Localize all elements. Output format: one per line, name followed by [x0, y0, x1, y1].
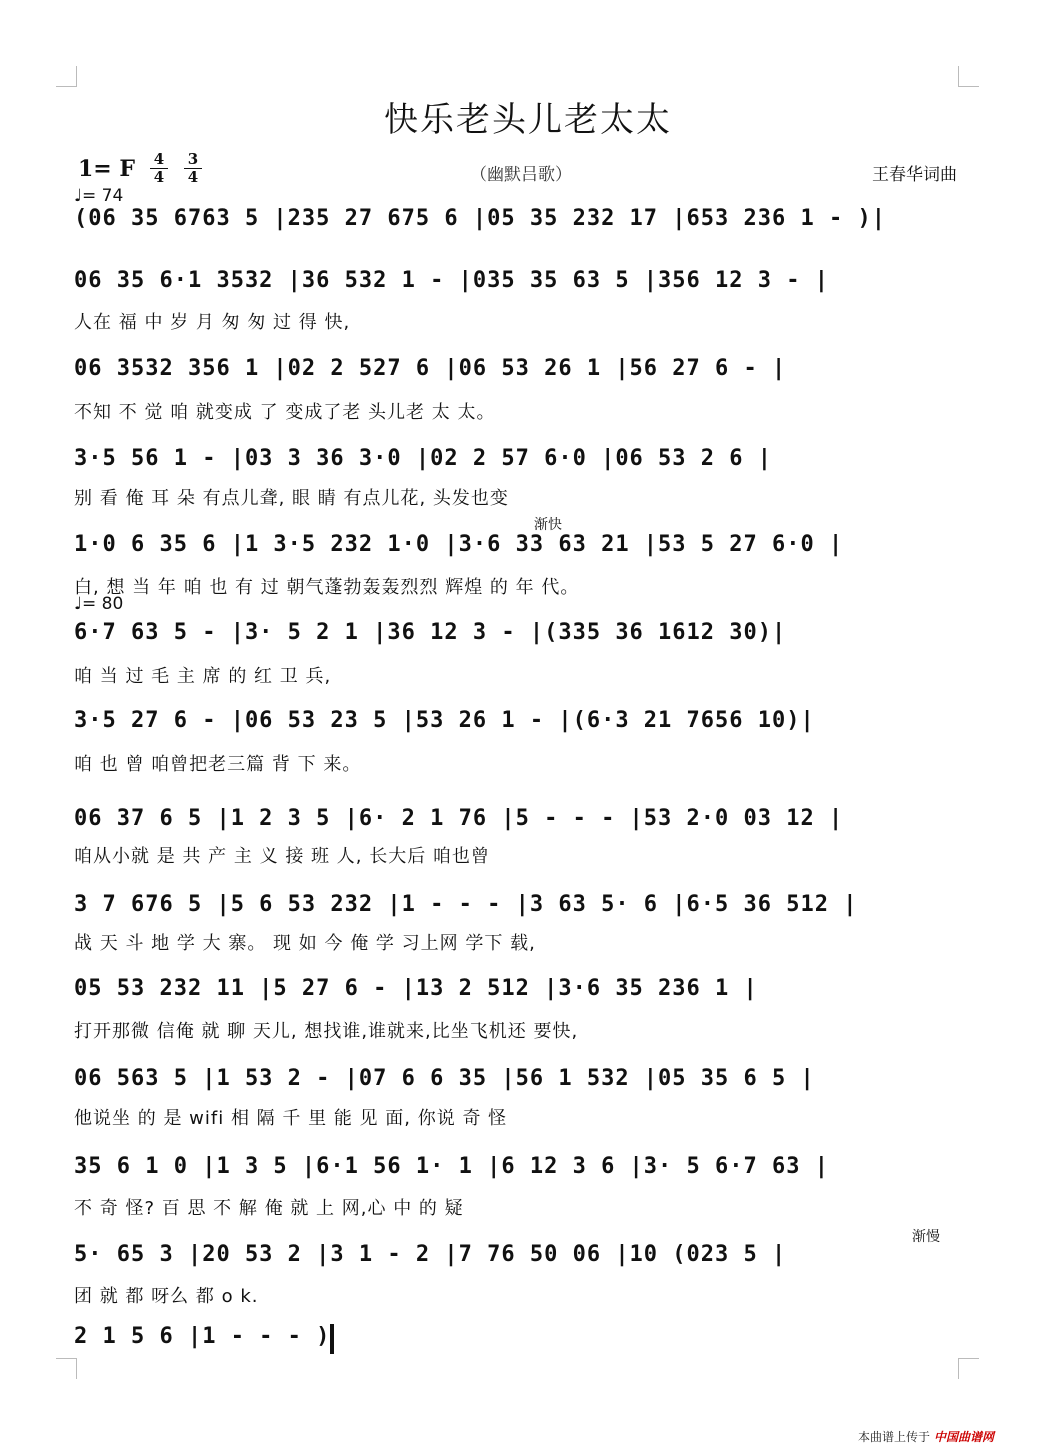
footer-credit	[858, 1428, 994, 1445]
notation-row: 2 1 5 6 |1 - - - )	[74, 1324, 331, 1349]
notation-row: 3·5 27 6 - |06 53 23 5 |53 26 1 - |(6·3 21 7656 10)|	[74, 708, 815, 733]
lyric-row: 白, 想 当 年 咱 也 有 过 朝气蓬勃轰轰烈烈 辉煌 的 年 代。	[74, 577, 580, 598]
crop-mark-bottom-left	[56, 1358, 77, 1379]
lyric-row: 团 就 都 呀么 都 o k.	[74, 1286, 259, 1307]
lyric-row: 他说坐 的 是 wifi 相 隔 千 里 能 见 面, 你说 奇 怪	[74, 1108, 508, 1129]
lyric-row: 咱 也 曾 咱曾把老三篇 背 下 来。	[74, 754, 362, 775]
lyric-row: 人在 福 中 岁 月 匆 匆 过 得 快,	[74, 312, 351, 333]
final-barline	[330, 1324, 334, 1354]
key-signature: 1= F	[78, 156, 136, 182]
tempo-marking-2: ♩= 80	[74, 594, 124, 614]
notation-row: 3 7 676 5 |5 6 53 232 |1 - - - |3 63 5· 6 |6·5 36 512 |	[74, 892, 858, 917]
song-title: 快乐老头儿老太太	[384, 100, 672, 140]
lyric-row: 打开那微 信俺 就 聊 天儿, 想找谁,谁就来,比坐飞机还 要快,	[74, 1021, 579, 1042]
time-signature-4-4: 4 4	[150, 152, 168, 185]
lyric-row: 不 奇 怪? 百 思 不 解 俺 就 上 网,心 中 的 疑	[74, 1198, 464, 1219]
tempo-marking-1: ♩= 74	[74, 186, 124, 206]
credit: 王春华词曲	[872, 165, 957, 185]
time-signature-3-4: 3 4	[184, 152, 202, 185]
notation-row: 06 37 6 5 |1 2 3 5 |6· 2 1 76 |5 - - - |53 2·0 03 12 |	[74, 806, 844, 831]
lyric-row: 别 看 俺 耳 朵 有点儿聋, 眼 睛 有点儿花, 头发也变	[74, 488, 509, 509]
notation-row: 06 35 6·1 3532 |36 532 1 - |035 35 63 5 |356 12 3 - |	[74, 268, 829, 293]
lyric-row: 不知 不 觉 咱 就变成 了 变成了老 头儿老 太 太。	[74, 402, 496, 423]
crop-mark-bottom-right	[958, 1358, 979, 1379]
notation-row: 6·7 63 5 - |3· 5 2 1 |36 12 3 - |(335 36 1612 30)|	[74, 620, 787, 645]
notation-row: 1·0 6 35 6 |1 3·5 232 1·0 |3·6 33 63 21 |53 5 27 6·0 |	[74, 532, 844, 557]
ritardando-marking: 渐慢	[912, 1229, 940, 1245]
accelerando-marking: 渐快	[534, 517, 562, 533]
style-note: （幽默吕歌）	[470, 165, 572, 185]
crop-mark-top-left	[56, 66, 77, 87]
notation-row: 3·5 56 1 - |03 3 36 3·0 |02 2 57 6·0 |06 53 2 6 |	[74, 446, 773, 471]
notation-row: 06 3532 356 1 |02 2 527 6 |06 53 26 1 |56 27 6 - |	[74, 356, 787, 381]
notation-row: 5· 65 3 |20 53 2 |3 1 - 2 |7 76 50 06 |10 (023 5 |	[74, 1242, 787, 1267]
site-logo: 中国曲谱网	[934, 1430, 995, 1444]
lyric-row: 咱 当 过 毛 主 席 的 红 卫 兵,	[74, 666, 332, 687]
notation-row: 35 6 1 0 |1 3 5 |6·1 56 1· 1 |6 12 3 6 |3· 5 6·7 63 |	[74, 1154, 829, 1179]
footer-text: 本曲谱上传于	[858, 1430, 931, 1444]
notation-row: (06 35 6763 5 |235 27 675 6 |05 35 232 17 |653 236 1 - )|	[74, 206, 886, 231]
notation-row: 05 53 232 11 |5 27 6 - |13 2 512 |3·6 35 236 1 |	[74, 976, 758, 1001]
notation-row: 06 563 5 |1 53 2 - |07 6 6 35 |56 1 532 |05 35 6 5 |	[74, 1066, 815, 1091]
lyric-row: 咱从小就 是 共 产 主 义 接 班 人, 长大后 咱也曾	[74, 846, 490, 867]
lyric-row: 战 天 斗 地 学 大 寨。 现 如 今 俺 学 习上网 学下 载,	[74, 933, 536, 954]
crop-mark-top-right	[958, 66, 979, 87]
